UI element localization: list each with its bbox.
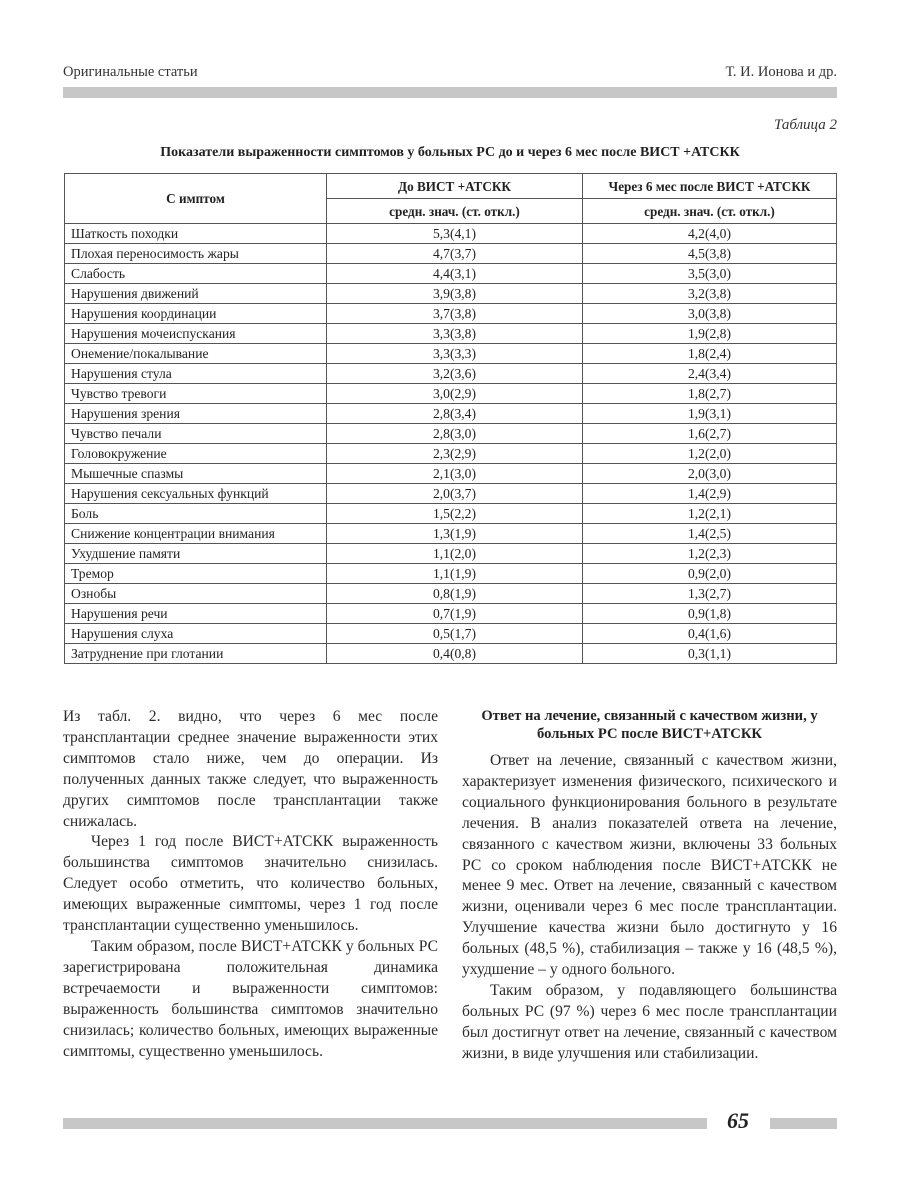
cell-after: 2,4(3,4) (583, 364, 837, 384)
cell-symptom: Нарушения движений (65, 284, 327, 304)
subheader-before: средн. знач. (ст. откл.) (327, 199, 583, 224)
cell-before: 0,4(0,8) (327, 644, 583, 664)
cell-before: 3,3(3,8) (327, 324, 583, 344)
cell-symptom: Нарушения зрения (65, 404, 327, 424)
cell-after: 0,9(1,8) (583, 604, 837, 624)
header-before: До ВИСТ +АТСКК (327, 174, 583, 199)
table-row (65, 344, 837, 364)
cell-symptom: Ухудшение памяти (65, 544, 327, 564)
cell-symptom: Затруднение при глотании (65, 644, 327, 664)
subheader-after: средн. знач. (ст. откл.) (583, 199, 837, 224)
cell-before: 2,8(3,0) (327, 424, 583, 444)
cell-before: 3,7(3,8) (327, 304, 583, 324)
cell-before: 0,7(1,9) (327, 604, 583, 624)
table-row (65, 604, 837, 624)
table-row (65, 364, 837, 384)
cell-symptom: Слабость (65, 264, 327, 284)
paragraph: Ответ на лечение, связанный с качеством жизни, характеризует изменения физического, психического и социального функционирования больного в результате лечения. В анализ показателей ответа на лечение, связанного с качеством жизни, включены 33 больных РС со сроком наблюдения после ВИСТ+АТСКК не менее 9 мес. Ответ на лечение, связанный с качеством жизни, оценивали через 6 мес после трансплантации. Улучшение качества жизни было достигнуто у 16 больных (48,5 %), стабилизация – также у 16 (48,5 %), ухудшение – у одного больного. (462, 752, 837, 979)
cell-before: 0,5(1,7) (327, 624, 583, 644)
cell-before: 2,1(3,0) (327, 464, 583, 484)
cell-before: 0,8(1,9) (327, 584, 583, 604)
cell-before: 3,9(3,8) (327, 284, 583, 304)
table-row (65, 404, 837, 424)
cell-symptom: Нарушения сексуальных функций (65, 484, 327, 504)
footer-rule-left (63, 1118, 707, 1129)
cell-after: 3,5(3,0) (583, 264, 837, 284)
cell-symptom: Нарушения координации (65, 304, 327, 324)
cell-symptom: Тремор (65, 564, 327, 584)
cell-before: 4,4(3,1) (327, 264, 583, 284)
cell-before: 3,2(3,6) (327, 364, 583, 384)
header-section: Оригинальные статьи (63, 64, 198, 80)
cell-before: 1,1(2,0) (327, 544, 583, 564)
table-row (65, 584, 837, 604)
header-after: Через 6 мес после ВИСТ +АТСКК (583, 174, 837, 199)
page-number: 65 (727, 1108, 749, 1133)
cell-after: 1,8(2,4) (583, 344, 837, 364)
cell-after: 1,2(2,0) (583, 444, 837, 464)
cell-symptom: Головокружение (65, 444, 327, 464)
right-column (462, 707, 837, 1065)
cell-symptom: Снижение концентрации внимания (65, 524, 327, 544)
table-row (65, 464, 837, 484)
cell-symptom: Ознобы (65, 584, 327, 604)
paragraph: Через 1 год после ВИСТ+АТСКК выраженность большинства симптомов значительно снизилась. Следует особо отметить, что количество больных, имеющих выраженные симптомы, через 1 год после трансплантации существенно уменьшилось. (63, 833, 438, 935)
table-row (65, 564, 837, 584)
header-rule (63, 87, 837, 98)
table-title: Показатели выраженности симптомов у больных РС до и через 6 мес после ВИСТ +АТСКК (160, 145, 740, 160)
table-row (65, 284, 837, 304)
cell-after: 1,4(2,5) (583, 524, 837, 544)
cell-before: 2,3(2,9) (327, 444, 583, 464)
cell-after: 1,8(2,7) (583, 384, 837, 404)
cell-after: 1,4(2,9) (583, 484, 837, 504)
cell-after: 0,4(1,6) (583, 624, 837, 644)
table-row (65, 444, 837, 464)
table-body (65, 224, 837, 664)
table-row (65, 244, 837, 264)
paragraph: Таким образом, у подавляющего большинства больных РС (97 %) через 6 мес после трансплантации был достигнут ответ на лечение, связанный с качеством жизни, в виде улучшения или стабилизации. (462, 981, 837, 1062)
table-row (65, 544, 837, 564)
cell-after: 1,3(2,7) (583, 584, 837, 604)
paragraph: Из табл. 2. видно, что через 6 мес после трансплантации среднее значение выраженности этих симптомов стало ниже, чем до операции. Из полученных данных также следует, что выраженность других симптомов после трансплантации также снижалась. (63, 708, 438, 830)
cell-after: 4,2(4,0) (583, 224, 837, 244)
table-row (65, 384, 837, 404)
footer-rule-right (770, 1118, 837, 1129)
cell-symptom: Мышечные спазмы (65, 464, 327, 484)
table-row (65, 644, 837, 664)
symptoms-table (64, 173, 837, 664)
cell-before: 1,1(1,9) (327, 564, 583, 584)
cell-after: 1,6(2,7) (583, 424, 837, 444)
cell-before: 2,8(3,4) (327, 404, 583, 424)
cell-after: 1,9(3,1) (583, 404, 837, 424)
header-symptom: С имптом (65, 174, 327, 224)
table-row (65, 504, 837, 524)
cell-symptom: Чувство тревоги (65, 384, 327, 404)
running-header (63, 64, 837, 84)
cell-symptom: Нарушения мочеиспускания (65, 324, 327, 344)
table-row (65, 624, 837, 644)
table-row (65, 224, 837, 244)
cell-symptom: Боль (65, 504, 327, 524)
paragraph: Таким образом, после ВИСТ+АТСКК у больных РС зарегистрирована положительная динамика встречаемости и выраженности симптомов: выраженность большинства симптомов значительно снизилась; количество больных, имеющих выраженные симптомы, существенно уменьшилось. (63, 937, 438, 1060)
cell-after: 3,0(3,8) (583, 304, 837, 324)
table-row (65, 424, 837, 444)
cell-after: 2,0(3,0) (583, 464, 837, 484)
cell-symptom: Нарушения слуха (65, 624, 327, 644)
cell-before: 3,3(3,3) (327, 344, 583, 364)
table-caption: Таблица 2 (774, 117, 837, 133)
cell-symptom: Нарушения речи (65, 604, 327, 624)
cell-before: 4,7(3,7) (327, 244, 583, 264)
cell-before: 1,3(1,9) (327, 524, 583, 544)
cell-before: 5,3(4,1) (327, 224, 583, 244)
cell-symptom: Онемение/покалывание (65, 344, 327, 364)
cell-symptom: Шаткость походки (65, 224, 327, 244)
cell-symptom: Нарушения стула (65, 364, 327, 384)
table-row (65, 484, 837, 504)
table-row (65, 304, 837, 324)
cell-before: 3,0(2,9) (327, 384, 583, 404)
cell-after: 3,2(3,8) (583, 284, 837, 304)
cell-after: 4,5(3,8) (583, 244, 837, 264)
left-column (63, 707, 438, 1062)
table-row (65, 264, 837, 284)
table-row (65, 524, 837, 544)
cell-before: 2,0(3,7) (327, 484, 583, 504)
cell-after: 0,3(1,1) (583, 644, 837, 664)
cell-after: 1,2(2,1) (583, 504, 837, 524)
cell-after: 1,2(2,3) (583, 544, 837, 564)
cell-after: 0,9(2,0) (583, 564, 837, 584)
cell-before: 1,5(2,2) (327, 504, 583, 524)
table-row (65, 324, 837, 344)
cell-symptom: Чувство печали (65, 424, 327, 444)
cell-after: 1,9(2,8) (583, 324, 837, 344)
cell-symptom: Плохая переносимость жары (65, 244, 327, 264)
section-heading: Ответ на лечение, связанный с качеством жизни, у больных РС после ВИСТ+АТСКК (481, 708, 818, 742)
header-authors: Т. И. Ионова и др. (725, 64, 837, 80)
